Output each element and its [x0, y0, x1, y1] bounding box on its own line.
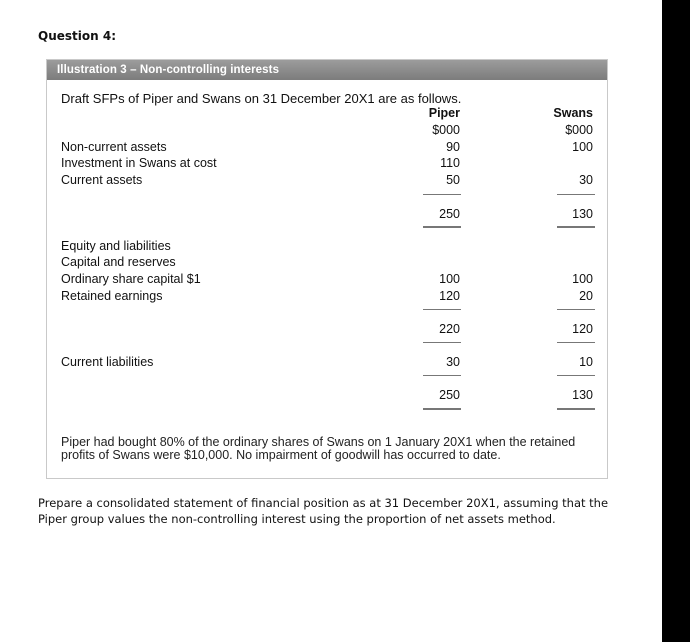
double-rule: [423, 226, 461, 228]
rule: [557, 194, 595, 195]
right-black-border: [662, 0, 690, 642]
investment-piper: 110: [440, 156, 460, 170]
illustration-box: [46, 59, 608, 479]
non-current-assets-piper: 90: [446, 140, 460, 154]
rule: [423, 194, 461, 195]
question-title: Question 4:: [38, 29, 116, 43]
assets-total-piper: 250: [439, 207, 460, 221]
double-rule: [557, 408, 595, 410]
swans-header: Swans: [553, 106, 593, 120]
retained-earnings-piper: 120: [439, 289, 460, 303]
liabilities-total-swans: 130: [572, 388, 593, 402]
current-assets-label: Current assets: [61, 173, 143, 187]
share-capital-swans: 100: [572, 272, 593, 286]
acquisition-note: Piper had bought 80% of the ordinary shares of Swans on 1 January 20X1 when the retained profits of Swans were $10,000. No impairment of goodwill has occurred to date.: [61, 435, 576, 462]
task-instruction: Prepare a consolidated statement of financial position as at 31 December 20X1, assuming that the Piper group values the non-controlling interest using the proportion of net assets method.: [38, 496, 609, 526]
rule: [423, 342, 461, 343]
swans-unit: $000: [565, 123, 593, 137]
current-liabilities-swans: 10: [579, 355, 593, 369]
non-current-assets-swans: 100: [572, 140, 593, 154]
equity-subtotal-piper: 220: [439, 322, 460, 336]
retained-earnings-swans: 20: [579, 289, 593, 303]
share-capital-label: Ordinary share capital $1: [61, 272, 201, 286]
non-current-assets-label: Non-current assets: [61, 140, 167, 154]
double-rule: [557, 226, 595, 228]
rule: [557, 342, 595, 343]
retained-earnings-label: Retained earnings: [61, 289, 163, 303]
current-liabilities-label: Current liabilities: [61, 355, 154, 369]
liabilities-total-piper: 250: [439, 388, 460, 402]
investment-label: Investment in Swans at cost: [61, 156, 217, 170]
rule: [557, 375, 595, 376]
current-assets-swans: 30: [579, 173, 593, 187]
rule: [557, 309, 595, 310]
rule: [423, 375, 461, 376]
assets-total-swans: 130: [572, 207, 593, 221]
share-capital-piper: 100: [439, 272, 460, 286]
piper-header: Piper: [428, 106, 460, 120]
illustration-header: Illustration 3 – Non-controlling interests: [47, 60, 607, 80]
current-assets-piper: 50: [446, 173, 460, 187]
piper-unit: $000: [432, 123, 460, 137]
capital-reserves-heading: Capital and reserves: [61, 255, 176, 269]
double-rule: [423, 408, 461, 410]
illustration-intro: Draft SFPs of Piper and Swans on 31 December 20X1 are as follows.: [61, 91, 462, 106]
current-liabilities-piper: 30: [446, 355, 460, 369]
equity-subtotal-swans: 120: [572, 322, 593, 336]
rule: [423, 309, 461, 310]
equity-heading: Equity and liabilities: [61, 239, 171, 253]
